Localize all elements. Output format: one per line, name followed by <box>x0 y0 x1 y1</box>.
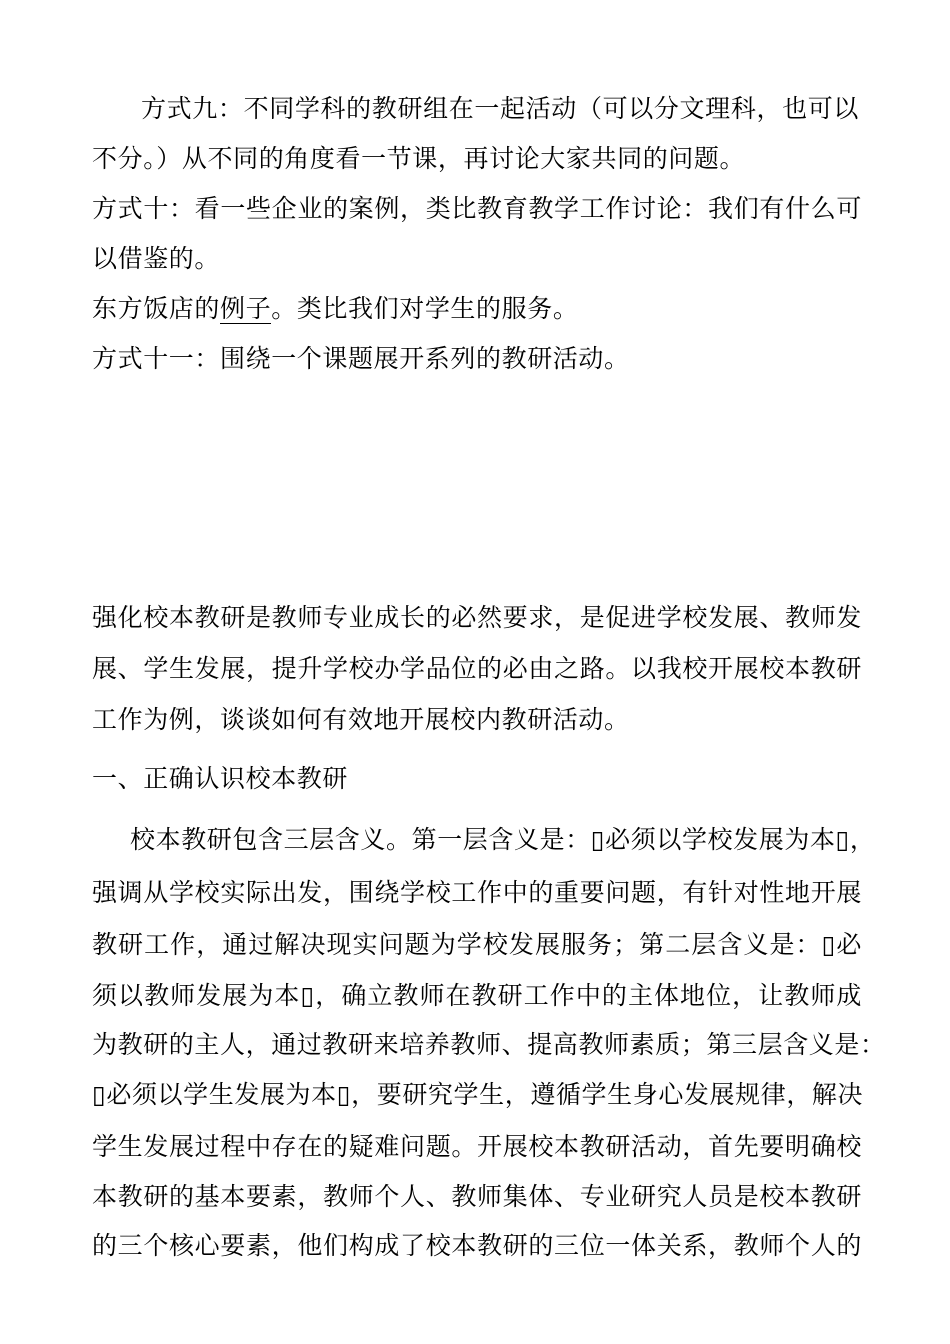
body-paragraph-line-6: ▯必须以学生发展为本▯，要研究学生，遵循学生身心发展规律，解决 <box>92 1080 864 1109</box>
paragraph-method-10-line-2: 以借鉴的。 <box>92 244 221 273</box>
body-paragraph-line-3: 教研工作，通过解决现实问题为学校发展服务；第二层含义是：▯必 <box>92 930 862 959</box>
intro-paragraph-line-3: 工作为例，谈谈如何有效地开展校内教研活动。 <box>92 705 630 734</box>
paragraph-dongfang-hotel <box>92 294 862 324</box>
paragraph-method-11: 方式十一：围绕一个课题展开系列的教研活动。 <box>92 344 630 373</box>
body-paragraph-line-2: 强调从学校实际出发，围绕学校工作中的重要问题，有针对性地开展 <box>92 878 862 907</box>
intro-paragraph-line-2: 展、学生发展，提升学校办学品位的必由之路。以我校开展校本教研 <box>92 654 862 683</box>
paragraph-method-9-line-1: 方式九：不同学科的教研组在一起活动（可以分文理科，也可以 <box>141 94 859 123</box>
body-paragraph-line-5: 为教研的主人，通过教研来培养教师、提高教师素质；第三层含义是： <box>92 1030 886 1059</box>
underlined-example-word: 例子 <box>220 294 272 323</box>
paragraph-method-10-line-1: 方式十：看一些企业的案例，类比教育教学工作讨论：我们有什么可 <box>92 194 862 223</box>
paragraph-method-9-line-2: 不分。）从不同的角度看一节课，再讨论大家共同的问题。 <box>92 144 746 173</box>
body-paragraph-line-1: 校本教研包含三层含义。第一层含义是：▯必须以学校发展为本▯， <box>130 825 876 854</box>
hotel-text-suffix: 。类比我们对学生的服务。 <box>271 294 579 323</box>
body-paragraph-line-8: 本教研的基本要素，教师个人、教师集体、专业研究人员是校本教研 <box>92 1182 862 1211</box>
section-heading-1: 一、正确认识校本教研 <box>92 764 349 793</box>
body-paragraph-line-9: 的三个核心要素，他们构成了校本教研的三位一体关系，教师个人的 <box>92 1231 862 1260</box>
intro-paragraph-line-1: 强化校本教研是教师专业成长的必然要求，是促进学校发展、教师发 <box>92 603 862 632</box>
body-paragraph-line-4: 须以教师发展为本▯，确立教师在教研工作中的主体地位，让教师成 <box>92 981 862 1010</box>
body-paragraph-line-7: 学生发展过程中存在的疑难问题。开展校本教研活动，首先要明确校 <box>92 1132 862 1161</box>
hotel-text-prefix: 东方饭店的 <box>92 294 221 323</box>
